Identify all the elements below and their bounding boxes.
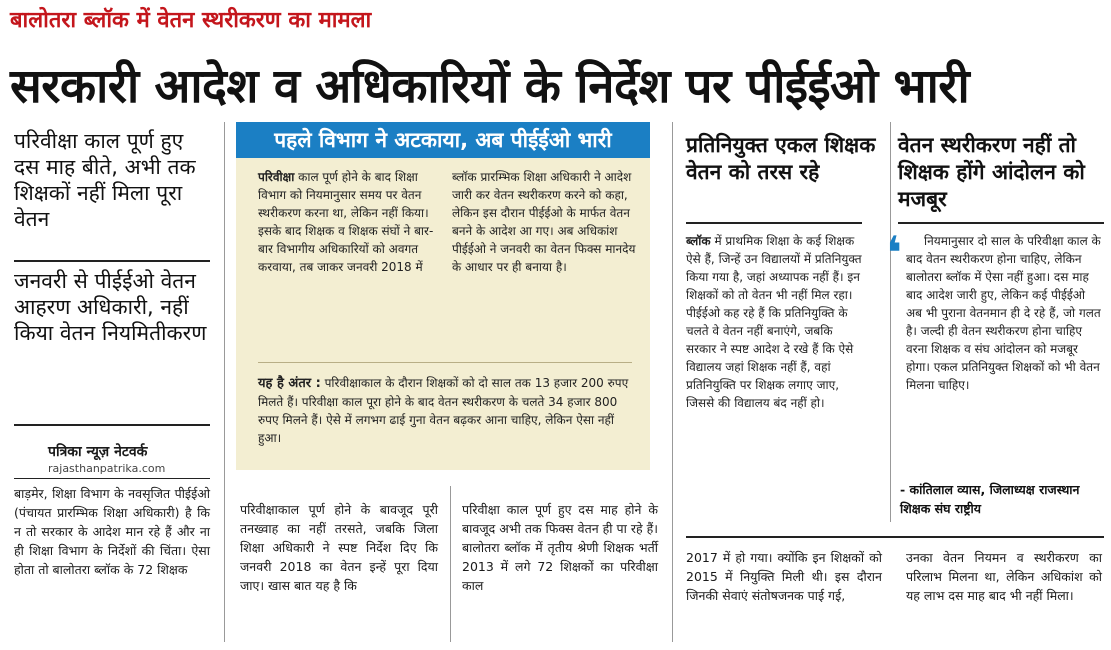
column-divider — [450, 486, 451, 642]
body-column-4: 2017 में हो गया। क्योंकि इन शिक्षकों को 2015 में नियुक्ति मिली थी। इस दौरान जिनकी सेवाएं संतोषजनक पाई गई, — [686, 550, 882, 603]
divider — [14, 424, 210, 426]
box-column-1 — [258, 168, 434, 276]
column-divider — [224, 122, 225, 642]
body-column-2: परिवीक्षाकाल पूर्ण होने के बावजूद पूरी तनख्वाह का नहीं तरसते, जबकि जिला शिक्षा अधिकारी ने स्पष्ट निर्देश दिए कि जनवरी 2018 का वेतन इन्हें पूरा दिया जाए। खास बात यह है कि — [240, 502, 438, 593]
divider — [14, 478, 210, 479]
quote-attribution: - कांतिलाल व्यास, जिलाध्यक्ष राजस्थान शिक्षक संघ राष्ट्रीय — [900, 482, 1080, 516]
box-text: काल पूर्ण होने के बाद शिक्षा विभाग को नियमानुसार समय पर वेतन स्थरीकरण करना था, लेकिन नहीं किया। इसके बाद शिक्षक व शिक्षक संघों ने बार-बार विभागीय अधिकारियों को अवगत करवाया, तब जाकर जनवरी 2018 में — [258, 170, 434, 274]
difference-text: परिवीक्षाकाल के दौरान शिक्षकों को दो साल तक 13 हजार 200 रुपए मिलते हैं। परिवीक्षा काल पूरा होने के बाद वेतन स्थरीकरण के चलते 34 हजार 800 रुपए मिलने हैं। ऐसे में लगभग ढाई गुना वेतन बढ़कर आना चाहिए, लेकिन ऐसा नहीं हुआ। — [258, 376, 629, 445]
box-column-2: ब्लॉक प्रारम्भिक शिक्षा अधिकारी ने आदेश जारी कर वेतन स्थरीकरण करने को कहा, लेकिन इस दौरान पीईईओ के मार्फत वेतन बनने के आदेश आ गए। अब अधिकांश पीईईओ ने जनवरी का वेतन फिक्स मानदेय के आधार पर ही बनाया है। — [452, 170, 636, 274]
quote-mark-icon: ❛ — [886, 226, 902, 280]
side-lead: ब्लॉक — [686, 234, 711, 248]
difference-label: यह है अंतर : — [258, 376, 321, 391]
side-text-2 — [906, 232, 1104, 394]
subheading-2: जनवरी से पीईईओ वेतन आहरण अधिकारी, नहीं किया वेतन नियमितीकरण — [14, 269, 207, 345]
column-divider — [672, 122, 673, 642]
body-column-5: उनका वेतन नियमन व स्थरीकरण का परिलाभ मिलना था, लेकिन अधिकांश को यह लाभ दस माह बाद भी नहीं मिला। — [906, 550, 1102, 603]
side-heading-2: वेतन स्थरीकरण नहीं तो शिक्षक होंगे आंदोलन को मजबूर — [898, 133, 1085, 211]
byline: पत्रिका न्यूज़ नेटवर्क — [48, 444, 148, 460]
side-text-1 — [686, 232, 862, 412]
difference-note — [258, 374, 632, 447]
divider — [686, 222, 862, 224]
kicker: बालोतरा ब्लॉक में वेतन स्थरीकरण का मामला — [10, 8, 372, 33]
divider — [14, 260, 210, 262]
box-divider — [258, 362, 632, 363]
side-body: में प्राथमिक शिक्षा के कई शिक्षक ऐसे हैं, जिन्हें उन विद्यालयों में प्रतिनियुक्त किया गया है, जहां अध्यापक नहीं हैं। इन शिक्षकों को तो वेतन भी नहीं मिल रहा। पीईईओ कह रहे हैं कि प्रतिनियुक्ति के चलते वे वेतन नहीं बनाएंगे, जबकि सरकार ने स्पष्ट आदेश दे रखे हैं कि ऐसे विद्यालय जहां शिक्षक नहीं हैं, वहां प्रतिनियुक्ति पर शिक्षक लगाए जाए, जिससे की विद्यालय बंद नहीं हो। — [686, 234, 862, 410]
body-column-1: बाड़मेर, शिक्षा विभाग के नवसृजित पीईईओ (पंचायत प्रारम्भिक शिक्षा अधिकारी) है कि न तो सरकार के आदेश मान रहे हैं और ना ही शिक्षा विभाग के निर्देशों की चिंता। ऐसा होता तो बालोतरा ब्लॉक के 72 शिक्षक — [14, 486, 210, 577]
side-heading-1: प्रतिनियुक्त एकल शिक्षक वेतन को तरस रहे — [686, 133, 876, 184]
column-divider — [890, 122, 891, 522]
box-heading: पहले विभाग ने अटकाया, अब पीईईओ भारी — [236, 122, 650, 158]
subheading-1: परिवीक्षा काल पूर्ण हुए दस माह बीते, अभी तक शिक्षकों नहीं मिला पूरा वेतन — [14, 129, 196, 231]
divider — [898, 222, 1104, 224]
headline: सरकारी आदेश व अधिकारियों के निर्देश पर पीईईओ भारी — [10, 59, 970, 114]
byline-site: rajasthanpatrika.com — [48, 462, 166, 475]
box-lead: परिवीक्षा — [258, 170, 295, 184]
body-column-3: परिवीक्षा काल पूर्ण हुए दस माह होने के बावजूद अभी तक फिक्स वेतन ही पा रहे हैं। बालोतरा ब्लॉक में तृतीय श्रेणी शिक्षक भर्ती 2013 में लगे 72 शिक्षकों का परिवीक्षा काल — [462, 502, 658, 593]
divider — [686, 536, 1104, 538]
quote-body: नियमानुसार दो साल के परिवीक्षा काल के बाद वेतन स्थरीकरण होना चाहिए, लेकिन बालोतरा ब्लॉक में ऐसा नहीं हुआ। दस माह बाद आदेश जारी हुए, लेकिन कई पीईईओ अब भी पुराना वेतनमान ही दे रहे हैं, जो गलत है। जल्दी ही वेतन स्थरीकरण होना चाहिए वरना शिक्षक व संघ आंदोलन को मजबूर होगा। एकल प्रतिनियुक्त शिक्षकों को भी वेतन मिलना चाहिए। — [906, 234, 1101, 392]
